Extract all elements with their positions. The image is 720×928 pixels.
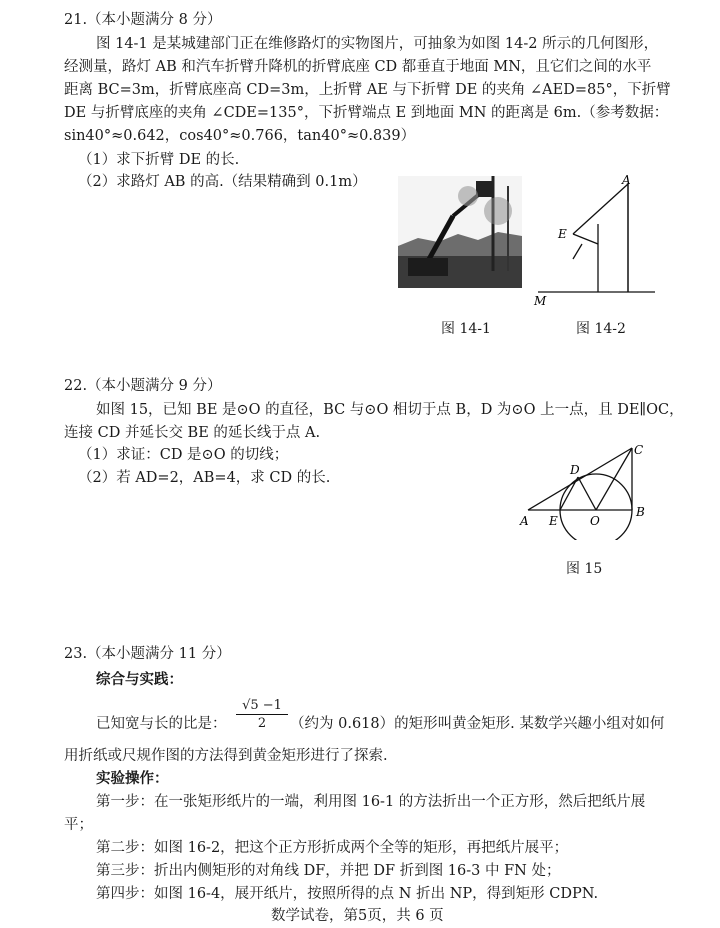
page-footer: 数学试卷，第5页，共 6 页 <box>271 908 444 924</box>
figure-14-1-photo <box>398 176 522 288</box>
q23-step2: 第二步：如图 16-2，把这个正方形折成两个全等的矩形，再把纸片展平； <box>96 840 569 856</box>
q21-text-line: sin40°≈0.642，cos40°≈0.766，tan40°≈0.839） <box>64 128 416 144</box>
q21-header: 21.（本小题满分 8 分） <box>64 12 222 28</box>
q23-step3: 第三步：折出内侧矩形的对角线 DF，并把 DF 折到图 16-3 中 FN 处； <box>96 863 561 879</box>
figure-15-label-e: E <box>549 514 558 528</box>
q23-intro-after: （约为 0.618）的矩形叫黄金矩形. 某数学兴趣小组对如何 <box>290 716 665 732</box>
q23-intro-before: 已知宽与长的比是： <box>96 716 227 732</box>
q21-sub2: （2）求路灯 AB 的高.（结果精确到 0.1m） <box>78 174 367 190</box>
figure-15-label-c: C <box>634 443 644 457</box>
q22-header: 22.（本小题满分 9 分） <box>64 378 222 394</box>
q23-operation-title: 实验操作： <box>96 770 169 787</box>
figure-14-1-caption: 图 14-1 <box>441 321 491 337</box>
q22-sub2: （2）若 AD=2，AB=4，求 CD 的长. <box>78 470 331 486</box>
q21-text-line: 距离 BC=3m，折臂底座高 CD=3m，上折臂 AE 与下折臂 DE 的夹角 ∠AED=85°，下折臂 <box>64 82 671 98</box>
q21-text-line: 图 14-1 是某城建部门正在维修路灯的实物图片，可抽象为如图 14-2 所示的几何图形， <box>96 36 659 52</box>
figure-15-label-a: A <box>520 514 529 528</box>
figure-14-2-diagram <box>530 174 660 306</box>
q22-text-line: 连接 CD 并延长交 BE 的延长线于点 A. <box>64 425 321 441</box>
figure-14-2-label-m: M <box>534 294 547 306</box>
q21-text-line: 经测量，路灯 AB 和汽车折臂升降机的折臂底座 CD 都垂直于地面 MN，且它们之间的水平 <box>64 59 652 75</box>
q22-text-line: 如图 15，已知 BE 是⊙O 的直径，BC 与⊙O 相切于点 B，D 为⊙O 上一点，且 DE∥OC， <box>96 402 684 418</box>
figure-15-caption: 图 15 <box>566 561 603 577</box>
figure-15-label-d: D <box>570 463 580 477</box>
q21-text-line: DE 与折臂底座的夹角 ∠CDE=135°，下折臂端点 E 到地面 MN 的距离是 6m.（参考数据： <box>64 105 669 121</box>
q23-step1-cont: 平； <box>64 817 93 833</box>
figure-15-diagram <box>514 440 664 540</box>
golden-ratio-fraction <box>236 698 288 731</box>
q23-step4: 第四步：如图 16-4，展开纸片，按照所得的点 N 折出 NP，得到矩形 CDPN. <box>96 886 599 902</box>
fraction-numerator: √5 −1 <box>236 698 288 715</box>
q23-header: 23.（本小题满分 11 分） <box>64 646 231 662</box>
q21-sub1: （1）求下折臂 DE 的长. <box>78 152 240 168</box>
figure-14-2-label-e: E <box>558 227 567 241</box>
figure-15-label-o: O <box>590 514 600 528</box>
q22-sub1: （1）求证：CD 是⊙O 的切线； <box>78 447 289 463</box>
figure-14-2-caption: 图 14-2 <box>576 321 626 337</box>
q23-section-title: 综合与实践： <box>96 671 183 688</box>
figure-15-label-b: B <box>636 505 645 519</box>
figure-14-2-label-a: A <box>622 174 631 187</box>
q23-intro-line2: 用折纸或尺规作图的方法得到黄金矩形进行了探索. <box>64 748 388 764</box>
q23-step1: 第一步：在一张矩形纸片的一端，利用图 16-1 的方法折出一个正方形，然后把纸片展 <box>96 794 646 810</box>
fraction-denominator: 2 <box>257 716 267 731</box>
